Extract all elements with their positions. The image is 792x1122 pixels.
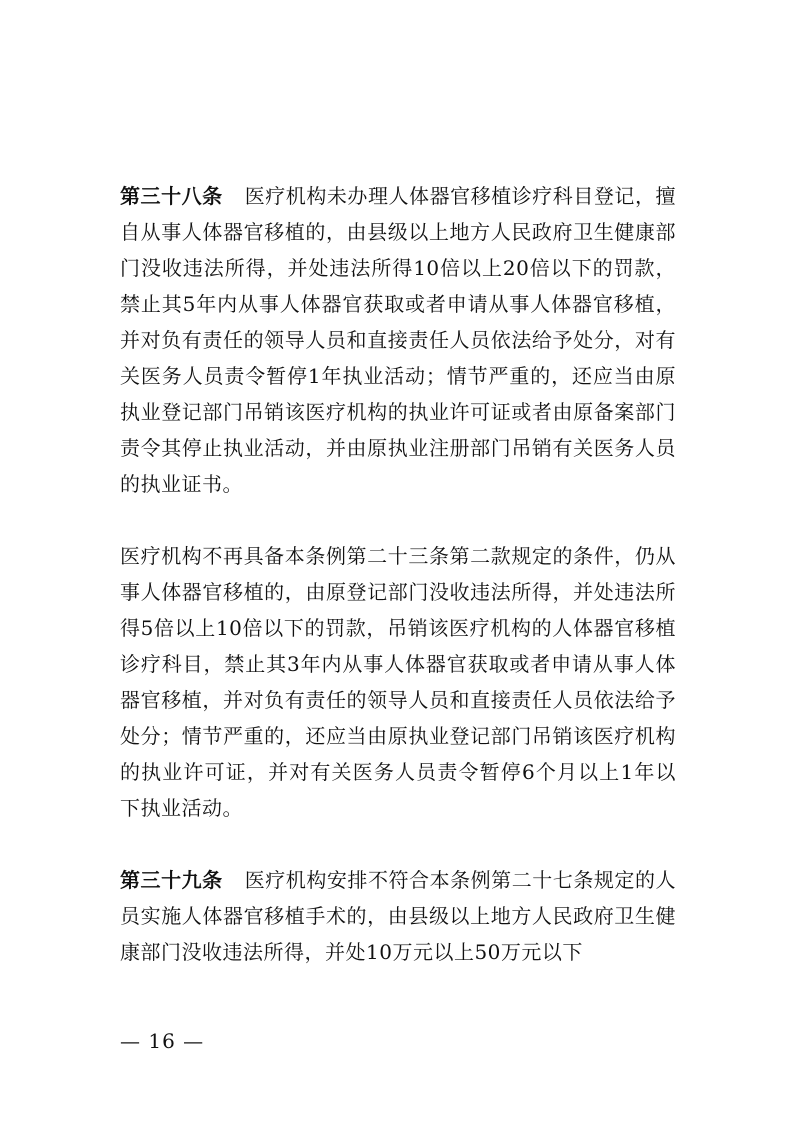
paragraph-text: 医疗机构安排不符合本条例第二十七条规定的人员实施人体器官移植手术的，由县级以上地方人民政府卫生健康部门没收违法所得，并处10万元以上50万元以下 (120, 868, 677, 964)
paragraph-gap (120, 826, 676, 862)
paragraph-article-38 (120, 178, 676, 502)
paragraph-text: 医疗机构未办理人体器官移植诊疗科目登记，擅自从事人体器官移植的，由县级以上地方人民政府卫生健康部门没收违法所得，并处违法所得10倍以上20倍以下的罚款，禁止其5年内从事人体器官获取或者申请从事人体器官移植，并对负有责任的领导人员和直接责任人员依法给予处分，对有关医务人员责令暂停1年执业活动；情节严重的，还应当由原执业登记部门吊销该医疗机构的执业许可证或者由原备案部门责令其停止执业活动，并由原执业注册部门吊销有关医务人员的执业证书。 (120, 184, 677, 496)
paragraph-article-39 (120, 862, 676, 970)
article-number: 第三十八条 (120, 184, 223, 208)
paragraph-article-38-clause-2 (120, 538, 676, 826)
article-number: 第三十九条 (120, 868, 223, 892)
document-body (120, 178, 676, 970)
page-number: — 16 — (120, 1029, 205, 1053)
paragraph-gap (120, 502, 676, 538)
paragraph-text: 医疗机构不再具备本条例第二十三条第二款规定的条件，仍从事人体器官移植的，由原登记部门没收违法所得，并处违法所得5倍以上10倍以下的罚款，吊销该医疗机构的人体器官移植诊疗科目，禁止其3年内从事人体器官获取或者申请从事人体器官移植，并对负有责任的领导人员和直接责任人员依法给予处分；情节严重的，还应当由原执业登记部门吊销该医疗机构的执业许可证，并对有关医务人员责令暂停6个月以上1年以下执业活动。 (120, 544, 676, 820)
